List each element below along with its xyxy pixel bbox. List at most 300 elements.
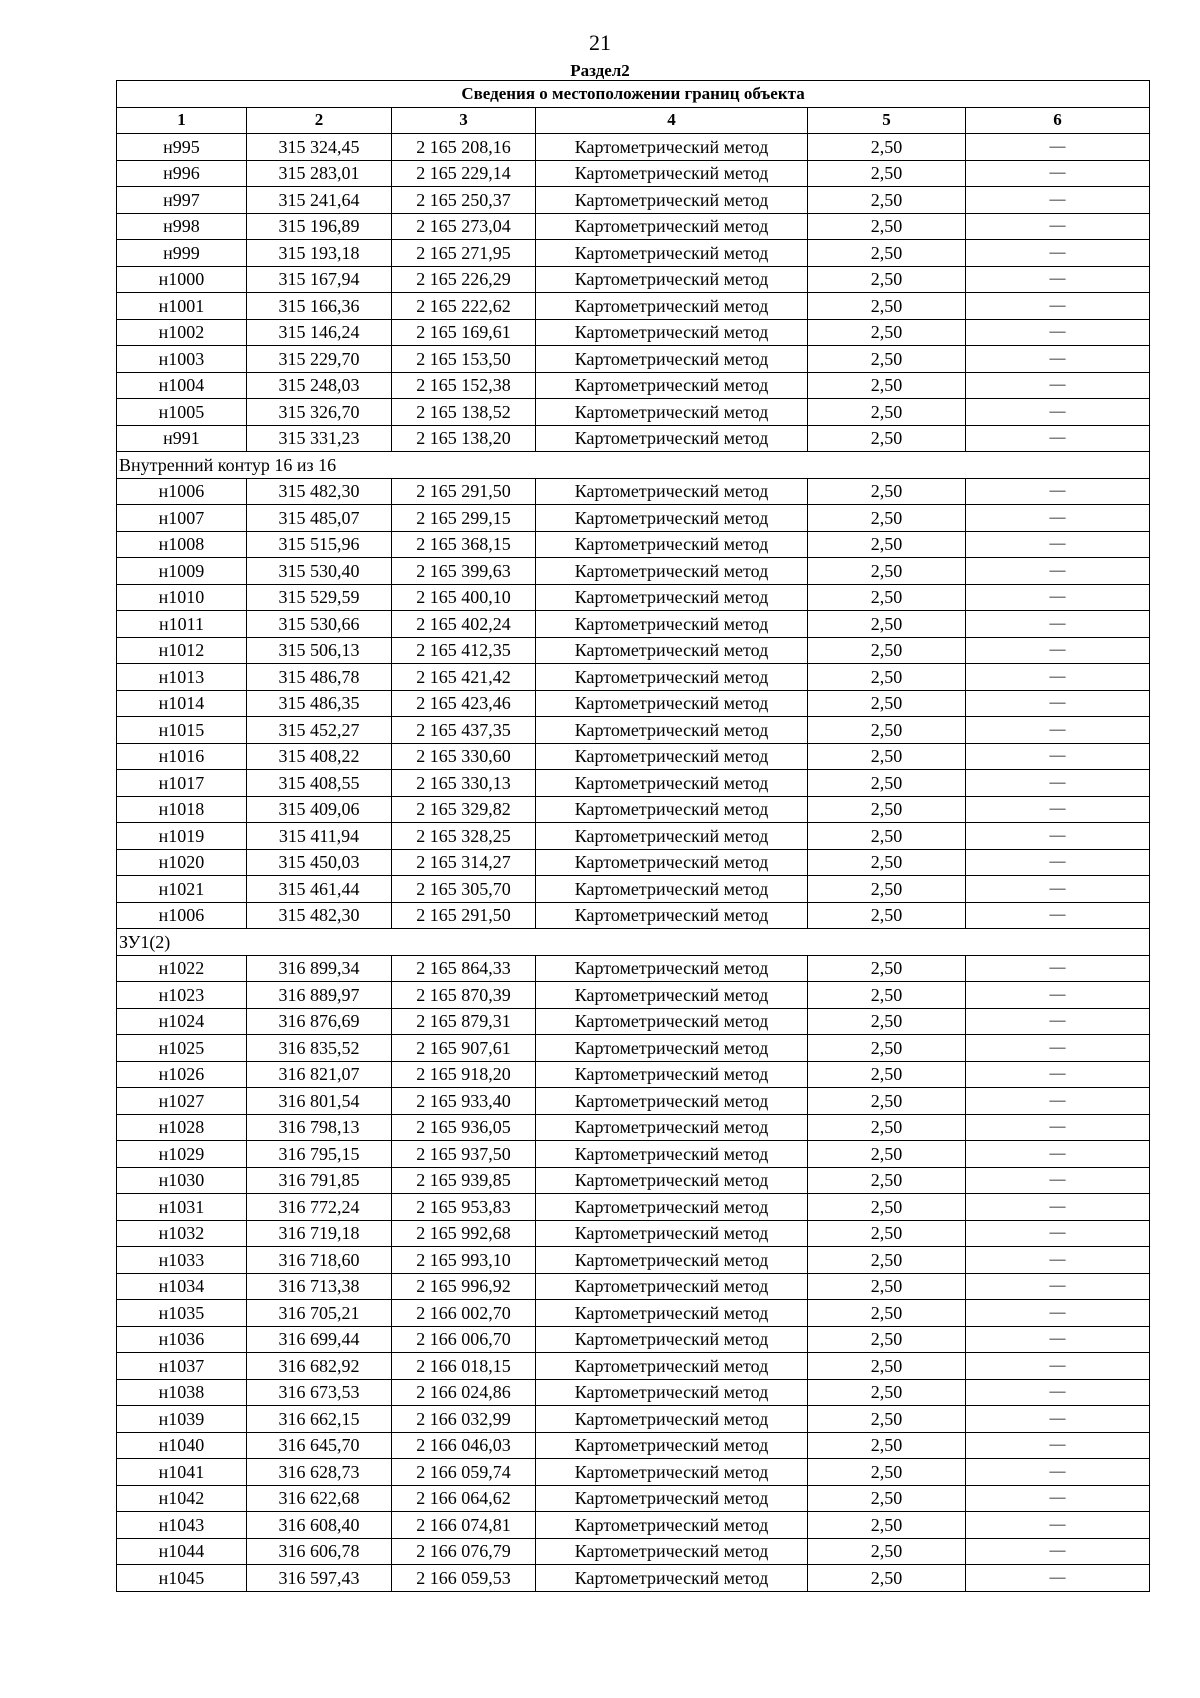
accuracy-cell: 2,50 (808, 1512, 966, 1539)
point-name-cell: н1003 (117, 346, 247, 373)
y-coordinate-cell: 2 165 870,39 (392, 982, 536, 1009)
y-coordinate-cell: 2 165 992,68 (392, 1220, 536, 1247)
table-row (117, 1432, 1150, 1459)
y-coordinate-cell: 2 166 006,70 (392, 1326, 536, 1353)
x-coordinate-cell: 316 889,97 (247, 982, 392, 1009)
x-coordinate-cell: 315 193,18 (247, 240, 392, 267)
description-cell: — (966, 505, 1150, 532)
point-name-cell: н1011 (117, 611, 247, 638)
method-cell: Картометрический метод (536, 372, 808, 399)
y-coordinate-cell: 2 165 271,95 (392, 240, 536, 267)
table-row (117, 1538, 1150, 1565)
accuracy-cell: 2,50 (808, 266, 966, 293)
table-row (117, 849, 1150, 876)
point-name-cell: н1036 (117, 1326, 247, 1353)
method-cell: Картометрический метод (536, 823, 808, 850)
description-cell: — (966, 1194, 1150, 1221)
table-caption: Сведения о местоположении границ объекта (117, 81, 1150, 108)
table-row (117, 1167, 1150, 1194)
y-coordinate-cell: 2 165 229,14 (392, 160, 536, 187)
method-cell: Картометрический метод (536, 425, 808, 452)
x-coordinate-cell: 315 486,35 (247, 690, 392, 717)
table-row (117, 1194, 1150, 1221)
x-coordinate-cell: 315 482,30 (247, 478, 392, 505)
y-coordinate-cell: 2 165 421,42 (392, 664, 536, 691)
point-name-cell: н1005 (117, 399, 247, 426)
y-coordinate-cell: 2 166 032,99 (392, 1406, 536, 1433)
description-cell: — (966, 637, 1150, 664)
column-number-1: 1 (117, 107, 247, 134)
point-name-cell: н1016 (117, 743, 247, 770)
accuracy-cell: 2,50 (808, 1114, 966, 1141)
x-coordinate-cell: 316 608,40 (247, 1512, 392, 1539)
description-cell: — (966, 902, 1150, 929)
y-coordinate-cell: 2 165 437,35 (392, 717, 536, 744)
table-row (117, 478, 1150, 505)
y-coordinate-cell: 2 165 250,37 (392, 187, 536, 214)
point-name-cell: н1002 (117, 319, 247, 346)
table-row (117, 611, 1150, 638)
point-name-cell: н1026 (117, 1061, 247, 1088)
table-row (117, 902, 1150, 929)
accuracy-cell: 2,50 (808, 743, 966, 770)
point-name-cell: н1010 (117, 584, 247, 611)
x-coordinate-cell: 316 835,52 (247, 1035, 392, 1062)
method-cell: Картометрический метод (536, 266, 808, 293)
table-row (117, 319, 1150, 346)
column-number-2: 2 (247, 107, 392, 134)
description-cell: — (966, 664, 1150, 691)
table-row (117, 1114, 1150, 1141)
x-coordinate-cell: 315 166,36 (247, 293, 392, 320)
x-coordinate-cell: 316 645,70 (247, 1432, 392, 1459)
x-coordinate-cell: 315 450,03 (247, 849, 392, 876)
method-cell: Картометрический метод (536, 1432, 808, 1459)
x-coordinate-cell: 315 482,30 (247, 902, 392, 929)
accuracy-cell: 2,50 (808, 1300, 966, 1327)
x-coordinate-cell: 316 713,38 (247, 1273, 392, 1300)
point-name-cell: н995 (117, 134, 247, 161)
accuracy-cell: 2,50 (808, 823, 966, 850)
table-row (117, 1353, 1150, 1380)
point-name-cell: н1037 (117, 1353, 247, 1380)
y-coordinate-cell: 2 165 208,16 (392, 134, 536, 161)
point-name-cell: н1043 (117, 1512, 247, 1539)
accuracy-cell: 2,50 (808, 1088, 966, 1115)
accuracy-cell: 2,50 (808, 1167, 966, 1194)
column-number-6: 6 (966, 107, 1150, 134)
y-coordinate-cell: 2 165 328,25 (392, 823, 536, 850)
accuracy-cell: 2,50 (808, 690, 966, 717)
y-coordinate-cell: 2 165 273,04 (392, 213, 536, 240)
y-coordinate-cell: 2 166 002,70 (392, 1300, 536, 1327)
method-cell: Картометрический метод (536, 1141, 808, 1168)
method-cell: Картометрический метод (536, 187, 808, 214)
description-cell: — (966, 1273, 1150, 1300)
table-row (117, 293, 1150, 320)
description-cell: — (966, 1220, 1150, 1247)
description-cell: — (966, 558, 1150, 585)
accuracy-cell: 2,50 (808, 1432, 966, 1459)
accuracy-cell: 2,50 (808, 796, 966, 823)
point-name-cell: н1006 (117, 478, 247, 505)
x-coordinate-cell: 315 530,40 (247, 558, 392, 585)
column-number-4: 4 (536, 107, 808, 134)
y-coordinate-cell: 2 165 305,70 (392, 876, 536, 903)
point-name-cell: н1044 (117, 1538, 247, 1565)
method-cell: Картометрический метод (536, 1088, 808, 1115)
x-coordinate-cell: 315 241,64 (247, 187, 392, 214)
y-coordinate-cell: 2 165 152,38 (392, 372, 536, 399)
accuracy-cell: 2,50 (808, 293, 966, 320)
x-coordinate-cell: 315 485,07 (247, 505, 392, 532)
x-coordinate-cell: 316 798,13 (247, 1114, 392, 1141)
accuracy-cell: 2,50 (808, 1247, 966, 1274)
x-coordinate-cell: 315 409,06 (247, 796, 392, 823)
description-cell: — (966, 823, 1150, 850)
point-name-cell: н1006 (117, 902, 247, 929)
y-coordinate-cell: 2 165 953,83 (392, 1194, 536, 1221)
y-coordinate-cell: 2 166 046,03 (392, 1432, 536, 1459)
description-cell: — (966, 849, 1150, 876)
section-title: Раздел2 (570, 61, 630, 80)
method-cell: Картометрический метод (536, 1538, 808, 1565)
method-cell: Картометрический метод (536, 690, 808, 717)
accuracy-cell: 2,50 (808, 584, 966, 611)
table-row (117, 346, 1150, 373)
table-row (117, 637, 1150, 664)
table-row (117, 1300, 1150, 1327)
table-row (117, 1512, 1150, 1539)
description-cell: — (966, 743, 1150, 770)
accuracy-cell: 2,50 (808, 1406, 966, 1433)
accuracy-cell: 2,50 (808, 849, 966, 876)
accuracy-cell: 2,50 (808, 240, 966, 267)
description-cell: — (966, 611, 1150, 638)
x-coordinate-cell: 315 529,59 (247, 584, 392, 611)
point-name-cell: н1038 (117, 1379, 247, 1406)
accuracy-cell: 2,50 (808, 399, 966, 426)
table-row (117, 1008, 1150, 1035)
accuracy-cell: 2,50 (808, 1485, 966, 1512)
accuracy-cell: 2,50 (808, 160, 966, 187)
description-cell: — (966, 1379, 1150, 1406)
method-cell: Картометрический метод (536, 1273, 808, 1300)
table-row (117, 372, 1150, 399)
point-name-cell: н1042 (117, 1485, 247, 1512)
y-coordinate-cell: 2 165 153,50 (392, 346, 536, 373)
point-name-cell: н1023 (117, 982, 247, 1009)
y-coordinate-cell: 2 165 138,20 (392, 425, 536, 452)
page-number: 21 (589, 30, 611, 55)
table-row (117, 796, 1150, 823)
table-row (117, 1247, 1150, 1274)
accuracy-cell: 2,50 (808, 505, 966, 532)
contour-section-label: ЗУ1(2) (117, 929, 1150, 956)
accuracy-cell: 2,50 (808, 1459, 966, 1486)
table-row (117, 1273, 1150, 1300)
table-row (117, 1061, 1150, 1088)
description-cell: — (966, 160, 1150, 187)
table-row (117, 1220, 1150, 1247)
table-row (117, 1141, 1150, 1168)
accuracy-cell: 2,50 (808, 1035, 966, 1062)
y-coordinate-cell: 2 165 330,13 (392, 770, 536, 797)
method-cell: Картометрический метод (536, 902, 808, 929)
description-cell: — (966, 1300, 1150, 1327)
method-cell: Картометрический метод (536, 1247, 808, 1274)
accuracy-cell: 2,50 (808, 134, 966, 161)
table-row (117, 584, 1150, 611)
description-cell: — (966, 770, 1150, 797)
x-coordinate-cell: 316 597,43 (247, 1565, 392, 1592)
description-cell: — (966, 1485, 1150, 1512)
x-coordinate-cell: 315 408,22 (247, 743, 392, 770)
accuracy-cell: 2,50 (808, 902, 966, 929)
y-coordinate-cell: 2 166 059,53 (392, 1565, 536, 1592)
table-row (117, 160, 1150, 187)
x-coordinate-cell: 316 628,73 (247, 1459, 392, 1486)
description-cell: — (966, 1088, 1150, 1115)
y-coordinate-cell: 2 166 076,79 (392, 1538, 536, 1565)
description-cell: — (966, 1512, 1150, 1539)
description-cell: — (966, 134, 1150, 161)
description-cell: — (966, 1326, 1150, 1353)
accuracy-cell: 2,50 (808, 1538, 966, 1565)
x-coordinate-cell: 315 248,03 (247, 372, 392, 399)
y-coordinate-cell: 2 166 018,15 (392, 1353, 536, 1380)
x-coordinate-cell: 315 167,94 (247, 266, 392, 293)
method-cell: Картометрический метод (536, 1565, 808, 1592)
x-coordinate-cell: 315 196,89 (247, 213, 392, 240)
y-coordinate-cell: 2 165 226,29 (392, 266, 536, 293)
y-coordinate-cell: 2 165 918,20 (392, 1061, 536, 1088)
description-cell: — (966, 955, 1150, 982)
y-coordinate-cell: 2 165 939,85 (392, 1167, 536, 1194)
accuracy-cell: 2,50 (808, 1061, 966, 1088)
method-cell: Картометрический метод (536, 796, 808, 823)
accuracy-cell: 2,50 (808, 531, 966, 558)
method-cell: Картометрический метод (536, 770, 808, 797)
method-cell: Картометрический метод (536, 346, 808, 373)
method-cell: Картометрический метод (536, 611, 808, 638)
x-coordinate-cell: 315 408,55 (247, 770, 392, 797)
point-name-cell: н1031 (117, 1194, 247, 1221)
accuracy-cell: 2,50 (808, 717, 966, 744)
x-coordinate-cell: 316 718,60 (247, 1247, 392, 1274)
table-row (117, 690, 1150, 717)
table-row (117, 425, 1150, 452)
x-coordinate-cell: 316 606,78 (247, 1538, 392, 1565)
accuracy-cell: 2,50 (808, 1565, 966, 1592)
accuracy-cell: 2,50 (808, 770, 966, 797)
table-row (117, 770, 1150, 797)
boundary-table (116, 80, 1150, 1592)
description-cell: — (966, 1167, 1150, 1194)
y-coordinate-cell: 2 165 169,61 (392, 319, 536, 346)
description-cell: — (966, 478, 1150, 505)
method-cell: Картометрический метод (536, 1035, 808, 1062)
table-row (117, 134, 1150, 161)
method-cell: Картометрический метод (536, 240, 808, 267)
y-coordinate-cell: 2 165 933,40 (392, 1088, 536, 1115)
description-cell: — (966, 293, 1150, 320)
point-name-cell: н1032 (117, 1220, 247, 1247)
point-name-cell: н1034 (117, 1273, 247, 1300)
method-cell: Картометрический метод (536, 1485, 808, 1512)
point-name-cell: н1035 (117, 1300, 247, 1327)
column-number-5: 5 (808, 107, 966, 134)
x-coordinate-cell: 316 791,85 (247, 1167, 392, 1194)
method-cell: Картометрический метод (536, 1512, 808, 1539)
method-cell: Картометрический метод (536, 1167, 808, 1194)
method-cell: Картометрический метод (536, 584, 808, 611)
x-coordinate-cell: 316 699,44 (247, 1326, 392, 1353)
table-row (117, 505, 1150, 532)
y-coordinate-cell: 2 166 024,86 (392, 1379, 536, 1406)
y-coordinate-cell: 2 165 936,05 (392, 1114, 536, 1141)
accuracy-cell: 2,50 (808, 637, 966, 664)
description-cell: — (966, 1406, 1150, 1433)
accuracy-cell: 2,50 (808, 1379, 966, 1406)
y-coordinate-cell: 2 165 291,50 (392, 478, 536, 505)
x-coordinate-cell: 315 515,96 (247, 531, 392, 558)
table-row (117, 1035, 1150, 1062)
table-row (117, 823, 1150, 850)
x-coordinate-cell: 315 146,24 (247, 319, 392, 346)
accuracy-cell: 2,50 (808, 1353, 966, 1380)
point-name-cell: н1041 (117, 1459, 247, 1486)
point-name-cell: н1009 (117, 558, 247, 585)
method-cell: Картометрический метод (536, 399, 808, 426)
description-cell: — (966, 584, 1150, 611)
description-cell: — (966, 1061, 1150, 1088)
accuracy-cell: 2,50 (808, 319, 966, 346)
contour-section-row (117, 929, 1150, 956)
point-name-cell: н999 (117, 240, 247, 267)
point-name-cell: н1013 (117, 664, 247, 691)
method-cell: Картометрический метод (536, 558, 808, 585)
method-cell: Картометрический метод (536, 1459, 808, 1486)
description-cell: — (966, 1247, 1150, 1274)
method-cell: Картометрический метод (536, 849, 808, 876)
description-cell: — (966, 240, 1150, 267)
y-coordinate-cell: 2 165 864,33 (392, 955, 536, 982)
method-cell: Картометрический метод (536, 1300, 808, 1327)
description-cell: — (966, 187, 1150, 214)
method-cell: Картометрический метод (536, 876, 808, 903)
table-row (117, 240, 1150, 267)
method-cell: Картометрический метод (536, 160, 808, 187)
table-row (117, 876, 1150, 903)
y-coordinate-cell: 2 166 059,74 (392, 1459, 536, 1486)
y-coordinate-cell: 2 165 423,46 (392, 690, 536, 717)
table-row (117, 558, 1150, 585)
x-coordinate-cell: 315 411,94 (247, 823, 392, 850)
description-cell: — (966, 1459, 1150, 1486)
y-coordinate-cell: 2 165 996,92 (392, 1273, 536, 1300)
point-name-cell: н996 (117, 160, 247, 187)
table-row (117, 266, 1150, 293)
method-cell: Картометрический метод (536, 1326, 808, 1353)
accuracy-cell: 2,50 (808, 982, 966, 1009)
accuracy-cell: 2,50 (808, 1326, 966, 1353)
accuracy-cell: 2,50 (808, 1008, 966, 1035)
method-cell: Картометрический метод (536, 505, 808, 532)
x-coordinate-cell: 316 682,92 (247, 1353, 392, 1380)
description-cell: — (966, 1114, 1150, 1141)
method-cell: Картометрический метод (536, 955, 808, 982)
method-cell: Картометрический метод (536, 478, 808, 505)
table-row (117, 717, 1150, 744)
description-cell: — (966, 399, 1150, 426)
method-cell: Картометрический метод (536, 1220, 808, 1247)
table-row (117, 743, 1150, 770)
table-row (117, 1326, 1150, 1353)
method-cell: Картометрический метод (536, 1406, 808, 1433)
point-name-cell: н1018 (117, 796, 247, 823)
table-row (117, 1459, 1150, 1486)
table-row (117, 1565, 1150, 1592)
method-cell: Картометрический метод (536, 531, 808, 558)
table-row (117, 1379, 1150, 1406)
point-name-cell: н1033 (117, 1247, 247, 1274)
x-coordinate-cell: 315 324,45 (247, 134, 392, 161)
y-coordinate-cell: 2 166 074,81 (392, 1512, 536, 1539)
point-name-cell: н1008 (117, 531, 247, 558)
method-cell: Картометрический метод (536, 134, 808, 161)
point-name-cell: н1000 (117, 266, 247, 293)
x-coordinate-cell: 315 486,78 (247, 664, 392, 691)
table-row (117, 1406, 1150, 1433)
column-number-row (117, 107, 1150, 134)
method-cell: Картометрический метод (536, 1353, 808, 1380)
x-coordinate-cell: 316 795,15 (247, 1141, 392, 1168)
description-cell: — (966, 1432, 1150, 1459)
method-cell: Картометрический метод (536, 664, 808, 691)
accuracy-cell: 2,50 (808, 372, 966, 399)
point-name-cell: н1015 (117, 717, 247, 744)
y-coordinate-cell: 2 165 937,50 (392, 1141, 536, 1168)
y-coordinate-cell: 2 165 907,61 (392, 1035, 536, 1062)
y-coordinate-cell: 2 165 222,62 (392, 293, 536, 320)
method-cell: Картометрический метод (536, 1379, 808, 1406)
table-row (117, 955, 1150, 982)
description-cell: — (966, 876, 1150, 903)
method-cell: Картометрический метод (536, 213, 808, 240)
point-name-cell: н991 (117, 425, 247, 452)
point-name-cell: н1012 (117, 637, 247, 664)
x-coordinate-cell: 315 229,70 (247, 346, 392, 373)
point-name-cell: н1040 (117, 1432, 247, 1459)
point-name-cell: н1029 (117, 1141, 247, 1168)
y-coordinate-cell: 2 165 314,27 (392, 849, 536, 876)
y-coordinate-cell: 2 165 329,82 (392, 796, 536, 823)
point-name-cell: н997 (117, 187, 247, 214)
description-cell: — (966, 1353, 1150, 1380)
description-cell: — (966, 982, 1150, 1009)
table-body (117, 134, 1150, 1592)
accuracy-cell: 2,50 (808, 1194, 966, 1221)
point-name-cell: н1039 (117, 1406, 247, 1433)
point-name-cell: н1030 (117, 1167, 247, 1194)
y-coordinate-cell: 2 165 399,63 (392, 558, 536, 585)
x-coordinate-cell: 315 506,13 (247, 637, 392, 664)
x-coordinate-cell: 315 283,01 (247, 160, 392, 187)
method-cell: Картометрический метод (536, 1194, 808, 1221)
x-coordinate-cell: 315 461,44 (247, 876, 392, 903)
accuracy-cell: 2,50 (808, 213, 966, 240)
